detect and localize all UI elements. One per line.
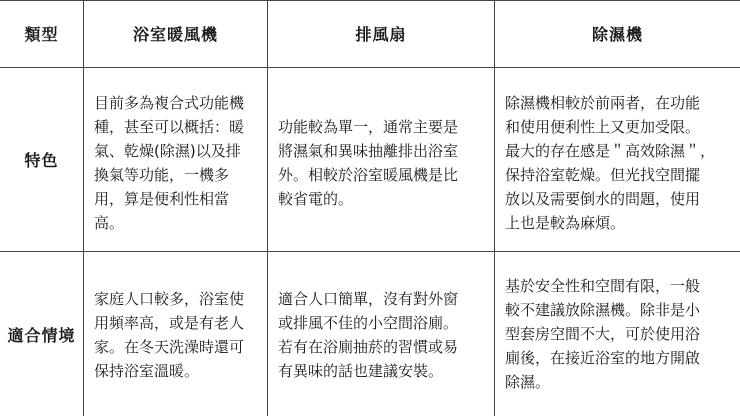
situation-bathroom-heater: 家庭人口較多，浴室使 用頻率高，或是有老人 家。在冬天洗澡時還可 保持浴室溫暖。 — [94, 290, 245, 380]
features-exhaust-fan: 功能較為單一，通常主要是 將濕氣和異味抽離排出浴室 外。相較於浴室暖風機是比 較省電的。 — [278, 118, 459, 208]
header-bathroom-heater: 浴室暖風機 — [132, 25, 218, 44]
header-type: 類型 — [24, 25, 59, 44]
header-exhaust-fan: 排風扇 — [355, 25, 407, 44]
features-bathroom-heater: 目前多為複合式功能機 種，甚至可以概括：暖 氣、乾燥(除濕)以及排 換氣等功能，一機多 用，算是便利性相當 高。 — [94, 94, 245, 232]
features-dehumidifier: 除濕機相較於前兩者，在功能 和使用便利性上又更加受限。 最大的存在感是＂高效除濕＂， 保持浴室乾燥。但光找空間擺 放以及需要倒水的問題，使用 上也是較為麻煩。 — [505, 94, 716, 232]
situation-exhaust-fan: 適合人口簡單，沒有對外窗 或排風不佳的小空間浴廁。 若有在浴廁抽菸的習慣或易 有異味的話也建議安裝。 — [278, 290, 459, 380]
header-dehumidifier: 除濕機 — [591, 25, 643, 44]
row-divider — [0, 251, 740, 252]
header-divider — [0, 67, 740, 68]
situation-dehumidifier: 基於安全性和空間有限，一般 較不建議放除濕機。除非是小 型套房空間不大，可於使用浴 廁後，在接近浴室的地方開啟 除濕。 — [505, 277, 701, 391]
row-label-features: 特色 — [24, 151, 59, 170]
row-label-suitable-situations: 適合情境 — [7, 325, 76, 345]
